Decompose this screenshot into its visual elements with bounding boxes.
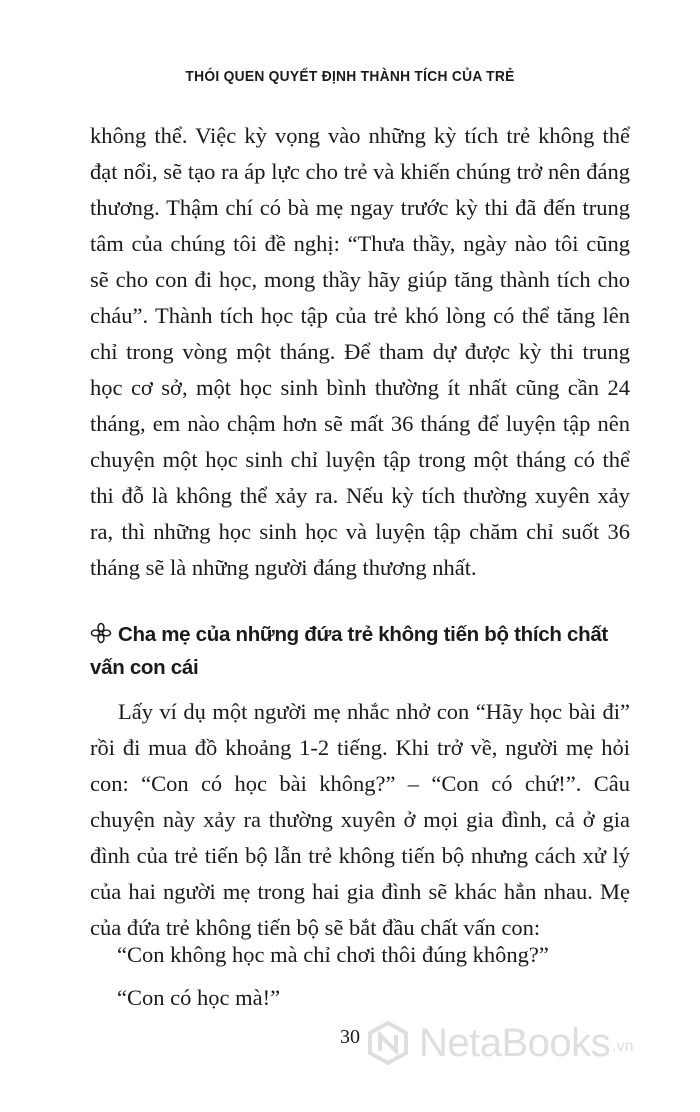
dialog-line-2: “Con có học mà!” xyxy=(117,985,281,1010)
netabooks-logo-icon xyxy=(365,1020,411,1066)
dialog-line-1: “Con không học mà chỉ chơi thôi đúng không?” xyxy=(117,942,549,967)
paragraph-text: Lấy ví dụ một người mẹ nhắc nhở con “Hãy học bài đi” rồi đi mua đồ khoảng 1-2 tiếng. Khi trở về, người mẹ hỏi con: “Con có học bài không?” – “Con có chứ!”. Câu chuyện này xảy ra thường xuyên ở mọi gia đình, cả ở gia đình của trẻ tiến bộ lẫn trẻ không tiến bộ nhưng cách xử lý của hai người mẹ trong hai gia đình sẽ khác hẳn nhau. Mẹ của đứa trẻ không tiến bộ sẽ bắt đầu chất vấn con: xyxy=(90,699,630,940)
watermark xyxy=(365,1020,634,1066)
body-paragraph-2 xyxy=(90,694,630,946)
watermark-tld: .vn xyxy=(612,1038,634,1055)
running-title: THÓI QUEN QUYẾT ĐỊNH THÀNH TÍCH CỦA TRẺ xyxy=(185,68,515,85)
flower-icon xyxy=(90,622,112,644)
paragraph-text: không thể. Việc kỳ vọng vào những kỳ tích trẻ không thể đạt nổi, sẽ tạo ra áp lực cho trẻ và khiến chúng trở nên đáng thương. Thậm chí có bà mẹ ngay trước kỳ thi đã đến trung tâm của chúng tôi đề nghị: “Thưa thầy, ngày nào tôi cũng sẽ cho con đi học, mong thầy hãy giúp tăng thành tích cho cháu”. Thành tích học tập của trẻ khó lòng có thể tăng lên chỉ trong vòng một tháng. Để tham dự được kỳ thi trung học cơ sở, một học sinh bình thường ít nhất cũng cần 24 tháng, em nào chậm hơn sẽ mất 36 tháng để luyện tập nên chuyện một học sinh chỉ luyện tập trong một tháng có thể thi đỗ là không thể xảy ra. Nếu kỳ tích thường xuyên xảy ra, thì những học sinh học và luyện tập chăm chỉ suốt 36 tháng sẽ là những người đáng thương nhất. xyxy=(90,123,630,580)
watermark-brand: NetaBooks xyxy=(419,1020,611,1065)
body-paragraph-1 xyxy=(90,118,630,586)
page-number: 30 xyxy=(340,1026,360,1048)
section-heading xyxy=(90,618,640,684)
section-heading-text: Cha mẹ của những đứa trẻ không tiến bộ thích chất vấn con cái xyxy=(90,623,608,679)
